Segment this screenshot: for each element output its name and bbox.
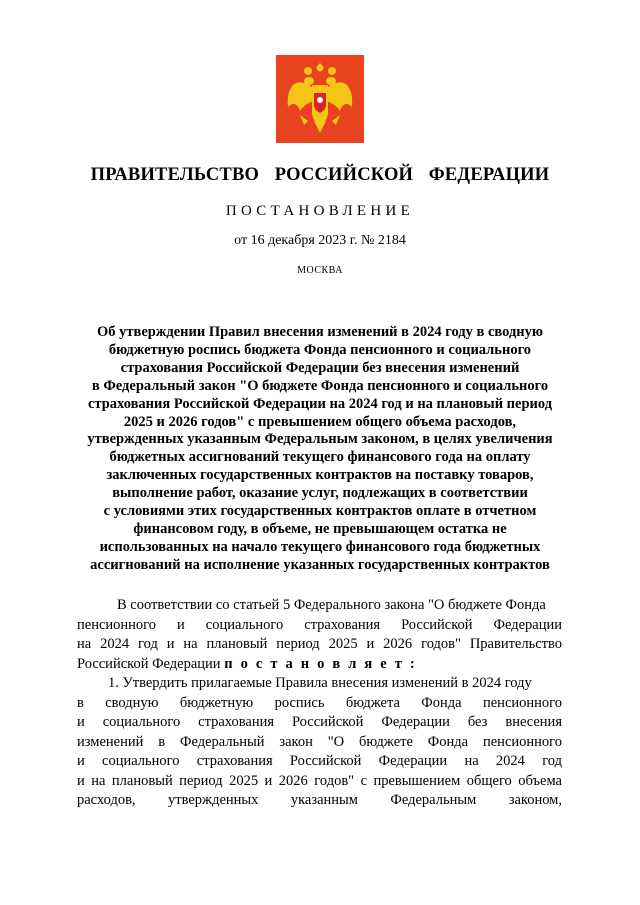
body-line: и социального страхования Российской Федерации на 2024 год	[77, 753, 562, 769]
heading-line: страхования Российской Федерации на 2024 год и на плановый период	[87, 395, 553, 412]
document-type: ПОСТАНОВЛЕНИЕ	[225, 203, 415, 219]
document-body	[77, 596, 562, 811]
heading-line: бюджетную роспись бюджета Фонда пенсионного и социального	[108, 341, 532, 358]
paragraph-preamble	[77, 596, 562, 674]
body-line: изменений в Федеральный закон "О бюджете Фонда пенсионного	[77, 733, 562, 750]
heading-line: финансовом году, в объеме, не превышающем остатка не	[133, 520, 507, 537]
emblem	[276, 55, 364, 143]
paragraph-item-1	[77, 674, 562, 811]
heading-line: Об утверждении Правил внесения изменений в 2024 году в сводную	[97, 324, 543, 340]
body-text-fragment: Российской Федерации	[77, 655, 225, 672]
government-title: ПРАВИТЕЛЬСТВО РОССИЙСКОЙ ФЕДЕРАЦИИ	[90, 165, 550, 185]
heading-line: бюджетных ассигнований текущего финансового года на оплату	[109, 449, 531, 466]
body-line: 1. Утвердить прилагаемые Правила внесения изменений в 2024 году	[108, 675, 532, 691]
body-line: и на плановый период 2025 и 2026 годов" с превышением общего объема	[77, 772, 562, 789]
heading-line: использованных на начало текущего финансового года бюджетных	[99, 538, 541, 555]
heading-line: 2025 и 2026 годов" с превышением общего объема расходов,	[123, 413, 517, 430]
body-line: в сводную бюджетную роспись бюджета Фонда пенсионного	[77, 694, 562, 711]
heading-line: выполнение работ, оказание услуг, подлежащих в соответствии	[112, 485, 528, 502]
body-line	[77, 655, 562, 675]
document-city: МОСКВА	[297, 265, 343, 276]
heading-line: утвержденных указанным Федеральным законом, в целях увеличения	[87, 431, 553, 448]
document-heading	[70, 324, 570, 575]
body-line: и социального страхования Российской Федерации без внесения	[77, 714, 562, 730]
body-line: В соответствии со статьей 5 Федерального закона "О бюджете Фонда	[117, 597, 546, 613]
body-line: на 2024 год и на плановый период 2025 и 2026 годов" Правительство	[77, 636, 562, 652]
decree-word: п о с т а н о в л я е т :	[224, 655, 417, 672]
body-line: расходов, утвержденных указанным Федеральным законом,	[77, 792, 562, 808]
heading-line: с условиями этих государственных контрактов оплате в отчетном	[103, 503, 537, 520]
heading-line: ассигнований на исполнение указанных государственных контрактов	[90, 556, 550, 573]
russian-coat-of-arms-icon	[276, 55, 364, 143]
heading-line: в Федеральный закон "О бюджете Фонда пенсионного и социального	[91, 377, 549, 394]
document-date-number: от 16 декабря 2023 г. № 2184	[234, 233, 406, 248]
body-line: пенсионного и социального страхования Российской Федерации	[77, 616, 562, 633]
heading-line: страхования Российской Федерации без внесения изменений	[120, 359, 520, 376]
heading-line: заключенных государственных контрактов на поставку товаров,	[106, 467, 534, 484]
